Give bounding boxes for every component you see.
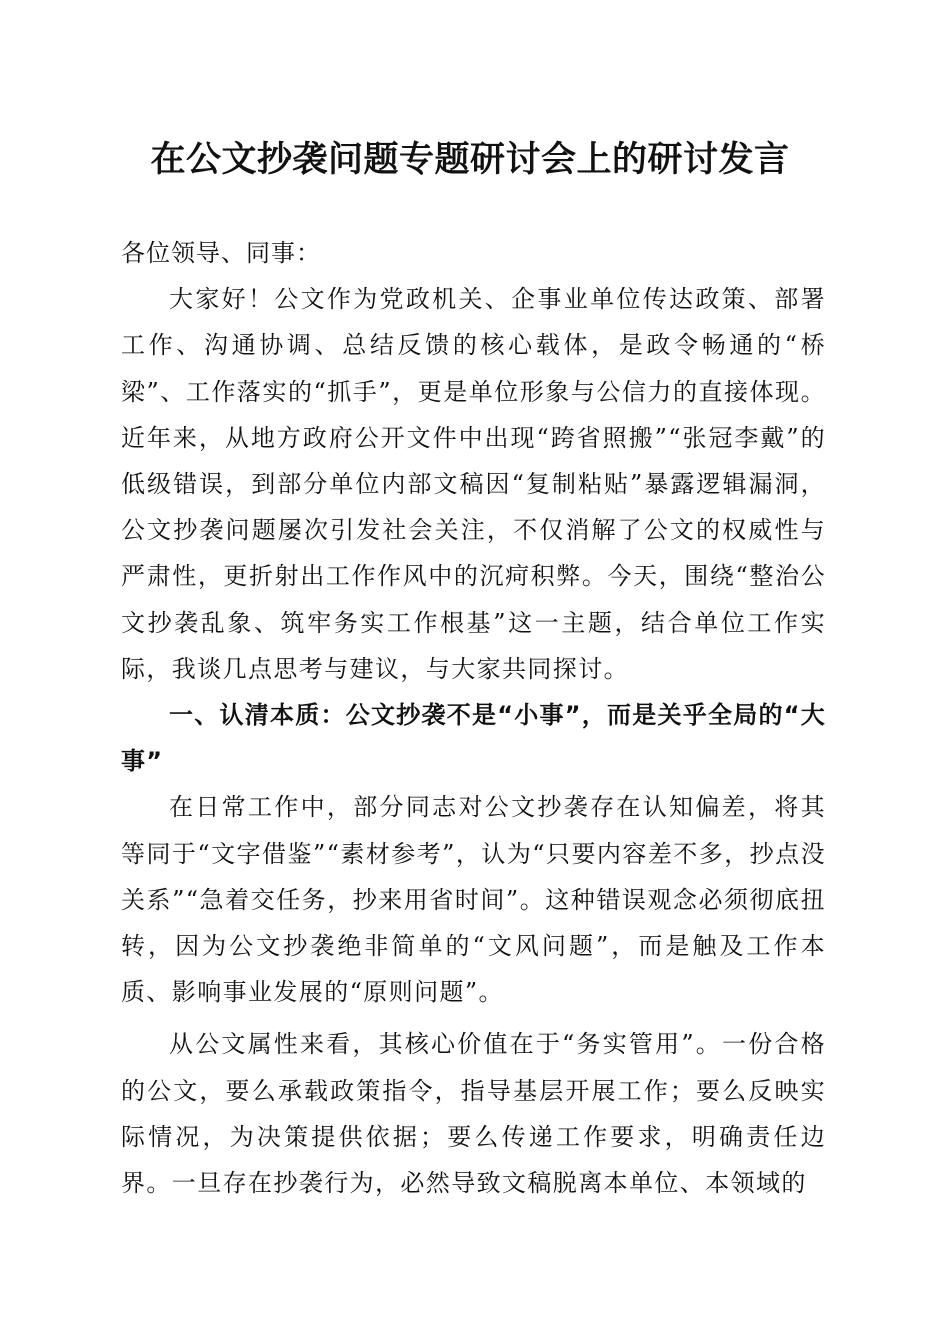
salutation: 各位领导、同事： xyxy=(121,239,321,267)
paragraph-3: 从公文属性来看，其核心价值在于“务实管用”。一份合格的公文，要么承载政策指令，指导基层开展工作；要么反映实际情况，为决策提供依据；要么传递工作要求，明确责任边界。一旦存在抄袭行为，必然导致文稿脱离本单位、本领域的 xyxy=(121,1030,826,1198)
document-body xyxy=(121,230,826,1206)
document-title: 在公文抄袭问题专题研讨会上的研讨发言 xyxy=(150,139,790,180)
paragraph-intro: 大家好！公文作为党政机关、企事业单位传达政策、部署工作、沟通协调、总结反馈的核心载体，是政令畅通的“桥梁”、工作落实的“抓手”，更是单位形象与公信力的直接体现。近年来，从地方政府公开文件中出现“跨省照搬”“张冠李戴”的低级错误，到部分单位内部文稿因“复制粘贴”暴露逻辑漏洞，公文抄袭问题屡次引发社会关注，不仅消解了公文的权威性与严肃性，更折射出工作作风中的沉疴积弊。今天，围绕“整治公文抄袭乱象、筑牢务实工作根基”这一主题，结合单位工作实际，我谈几点思考与建议，与大家共同探讨。 xyxy=(121,285,826,683)
section-heading-1: 一、认清本质：公文抄袭不是“小事”，而是关乎全局的“大事” xyxy=(121,701,826,776)
paragraph-2: 在日常工作中，部分同志对公文抄袭存在认知偏差，将其等同于“文字借鉴”“素材参考”，认为“只要内容差不多，抄点没关系”“急着交任务，抄来用省时间”。这种错误观念必须彻底扭转，因为公文抄袭绝非简单的“文风问题”，而是触及工作本质、影响事业发展的“原则问题”。 xyxy=(121,793,826,1007)
